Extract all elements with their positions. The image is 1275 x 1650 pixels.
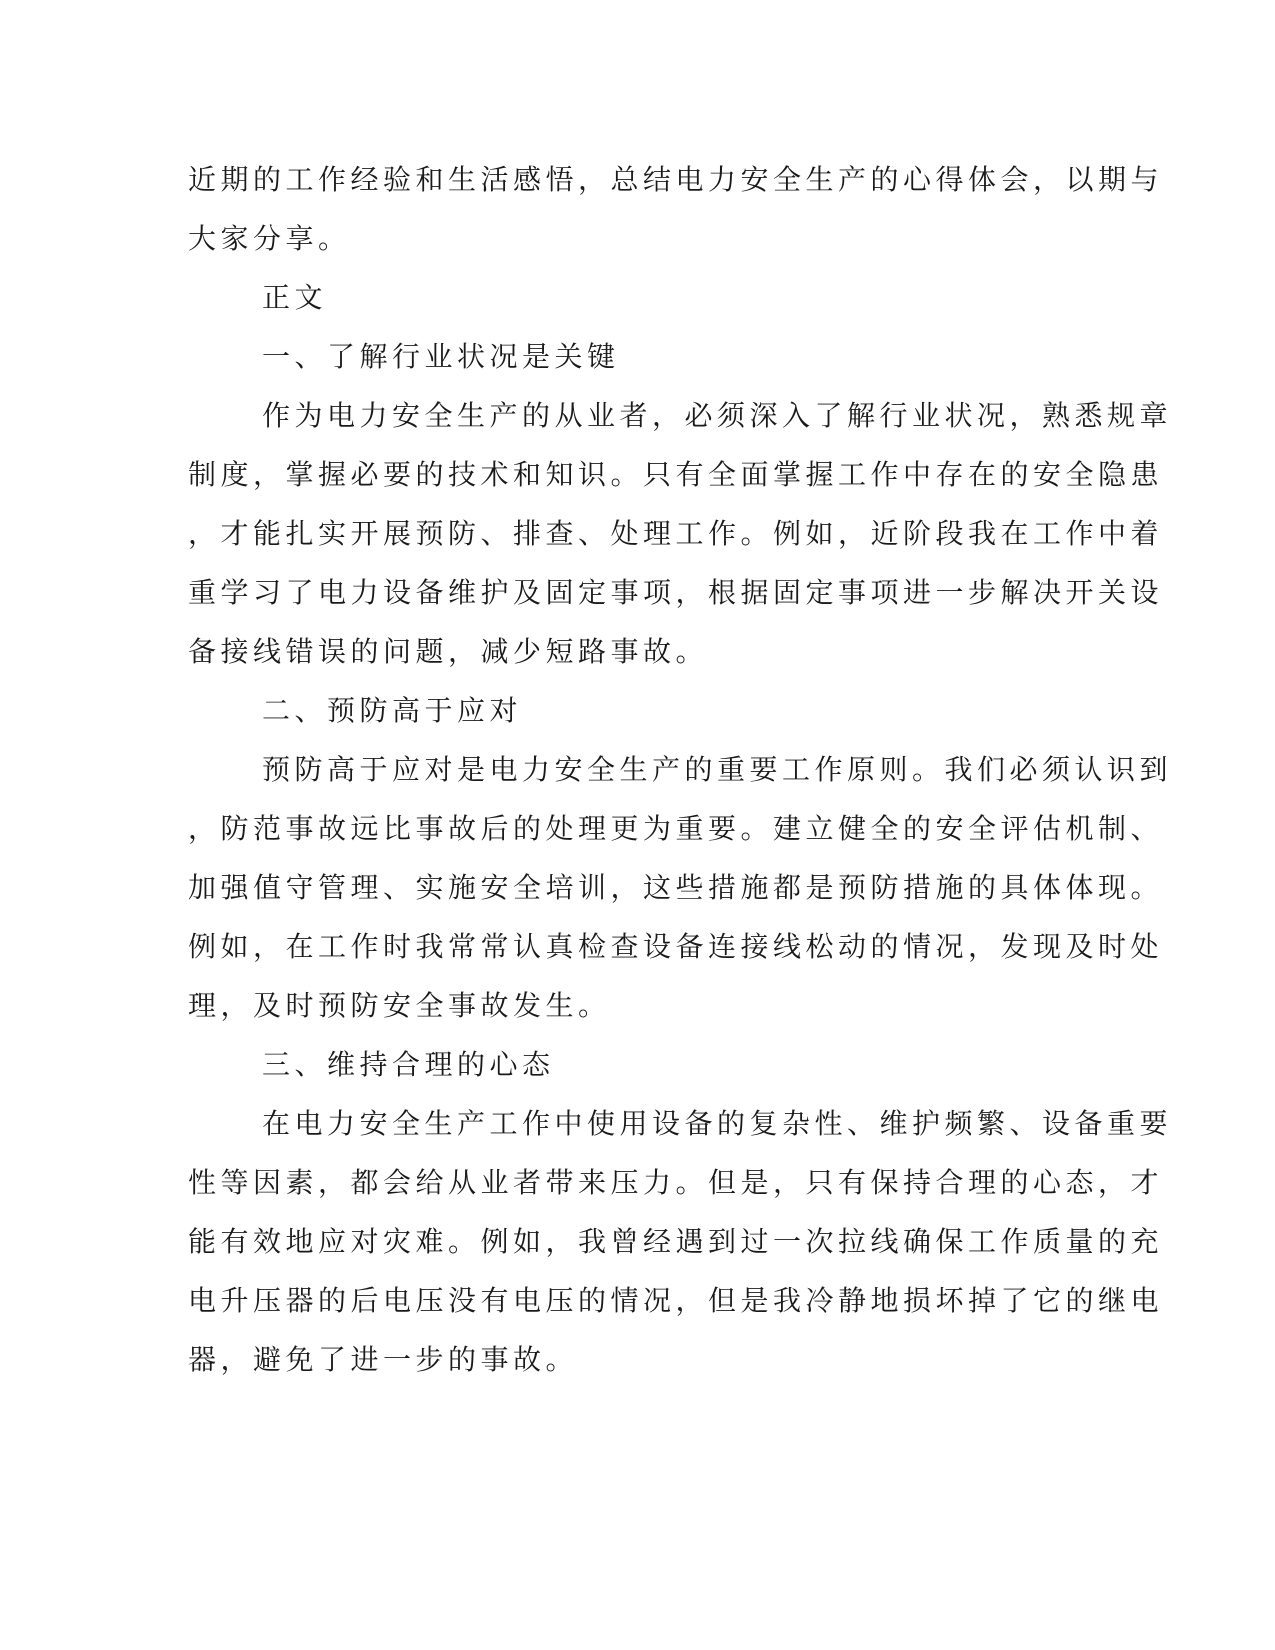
section-heading: 三、维持合理的心态 <box>262 1048 555 1081</box>
text-line: 能有效地应对灾难。例如，我曾经遇到过一次拉线确保工作质量的充 <box>188 1225 1164 1258</box>
text-line: ，才能扎实开展预防、排查、处理工作。例如，近阶段我在工作中着 <box>188 517 1164 550</box>
section-heading: 二、预防高于应对 <box>262 694 523 727</box>
text-line: 理，及时预防安全事故发生。 <box>188 989 611 1022</box>
text-line: 性等因素，都会给从业者带来压力。但是，只有保持合理的心态，才 <box>188 1166 1164 1199</box>
text-line: 加强值守管理、实施安全培训，这些措施都是预防措施的具体体现。 <box>188 871 1164 904</box>
text-line: 在电力安全生产工作中使用设备的复杂性、维护频繁、设备重要 <box>262 1107 1173 1140</box>
section-label: 正文 <box>262 281 328 314</box>
section-heading: 一、了解行业状况是关键 <box>262 340 620 373</box>
text-line: 备接线错误的问题，减少短路事故。 <box>188 635 709 668</box>
text-line: 例如，在工作时我常常认真检查设备连接线松动的情况，发现及时处 <box>188 930 1164 963</box>
text-line: 近期的工作经验和生活感悟，总结电力安全生产的心得体会，以期与 <box>188 163 1164 196</box>
text-line: ，防范事故远比事故后的处理更为重要。建立健全的安全评估机制、 <box>188 812 1164 845</box>
text-line: 大家分享。 <box>188 222 351 255</box>
text-line: 预防高于应对是电力安全生产的重要工作原则。我们必须认识到 <box>262 753 1173 786</box>
text-line: 器，避免了进一步的事故。 <box>188 1343 579 1376</box>
text-line: 重学习了电力设备维护及固定事项，根据固定事项进一步解决开关设 <box>188 576 1164 609</box>
text-line: 制度，掌握必要的技术和知识。只有全面掌握工作中存在的安全隐患 <box>188 458 1164 491</box>
text-line: 电升压器的后电压没有电压的情况，但是我冷静地损坏掉了它的继电 <box>188 1284 1164 1317</box>
text-line: 作为电力安全生产的从业者，必须深入了解行业状况，熟悉规章 <box>262 399 1173 432</box>
